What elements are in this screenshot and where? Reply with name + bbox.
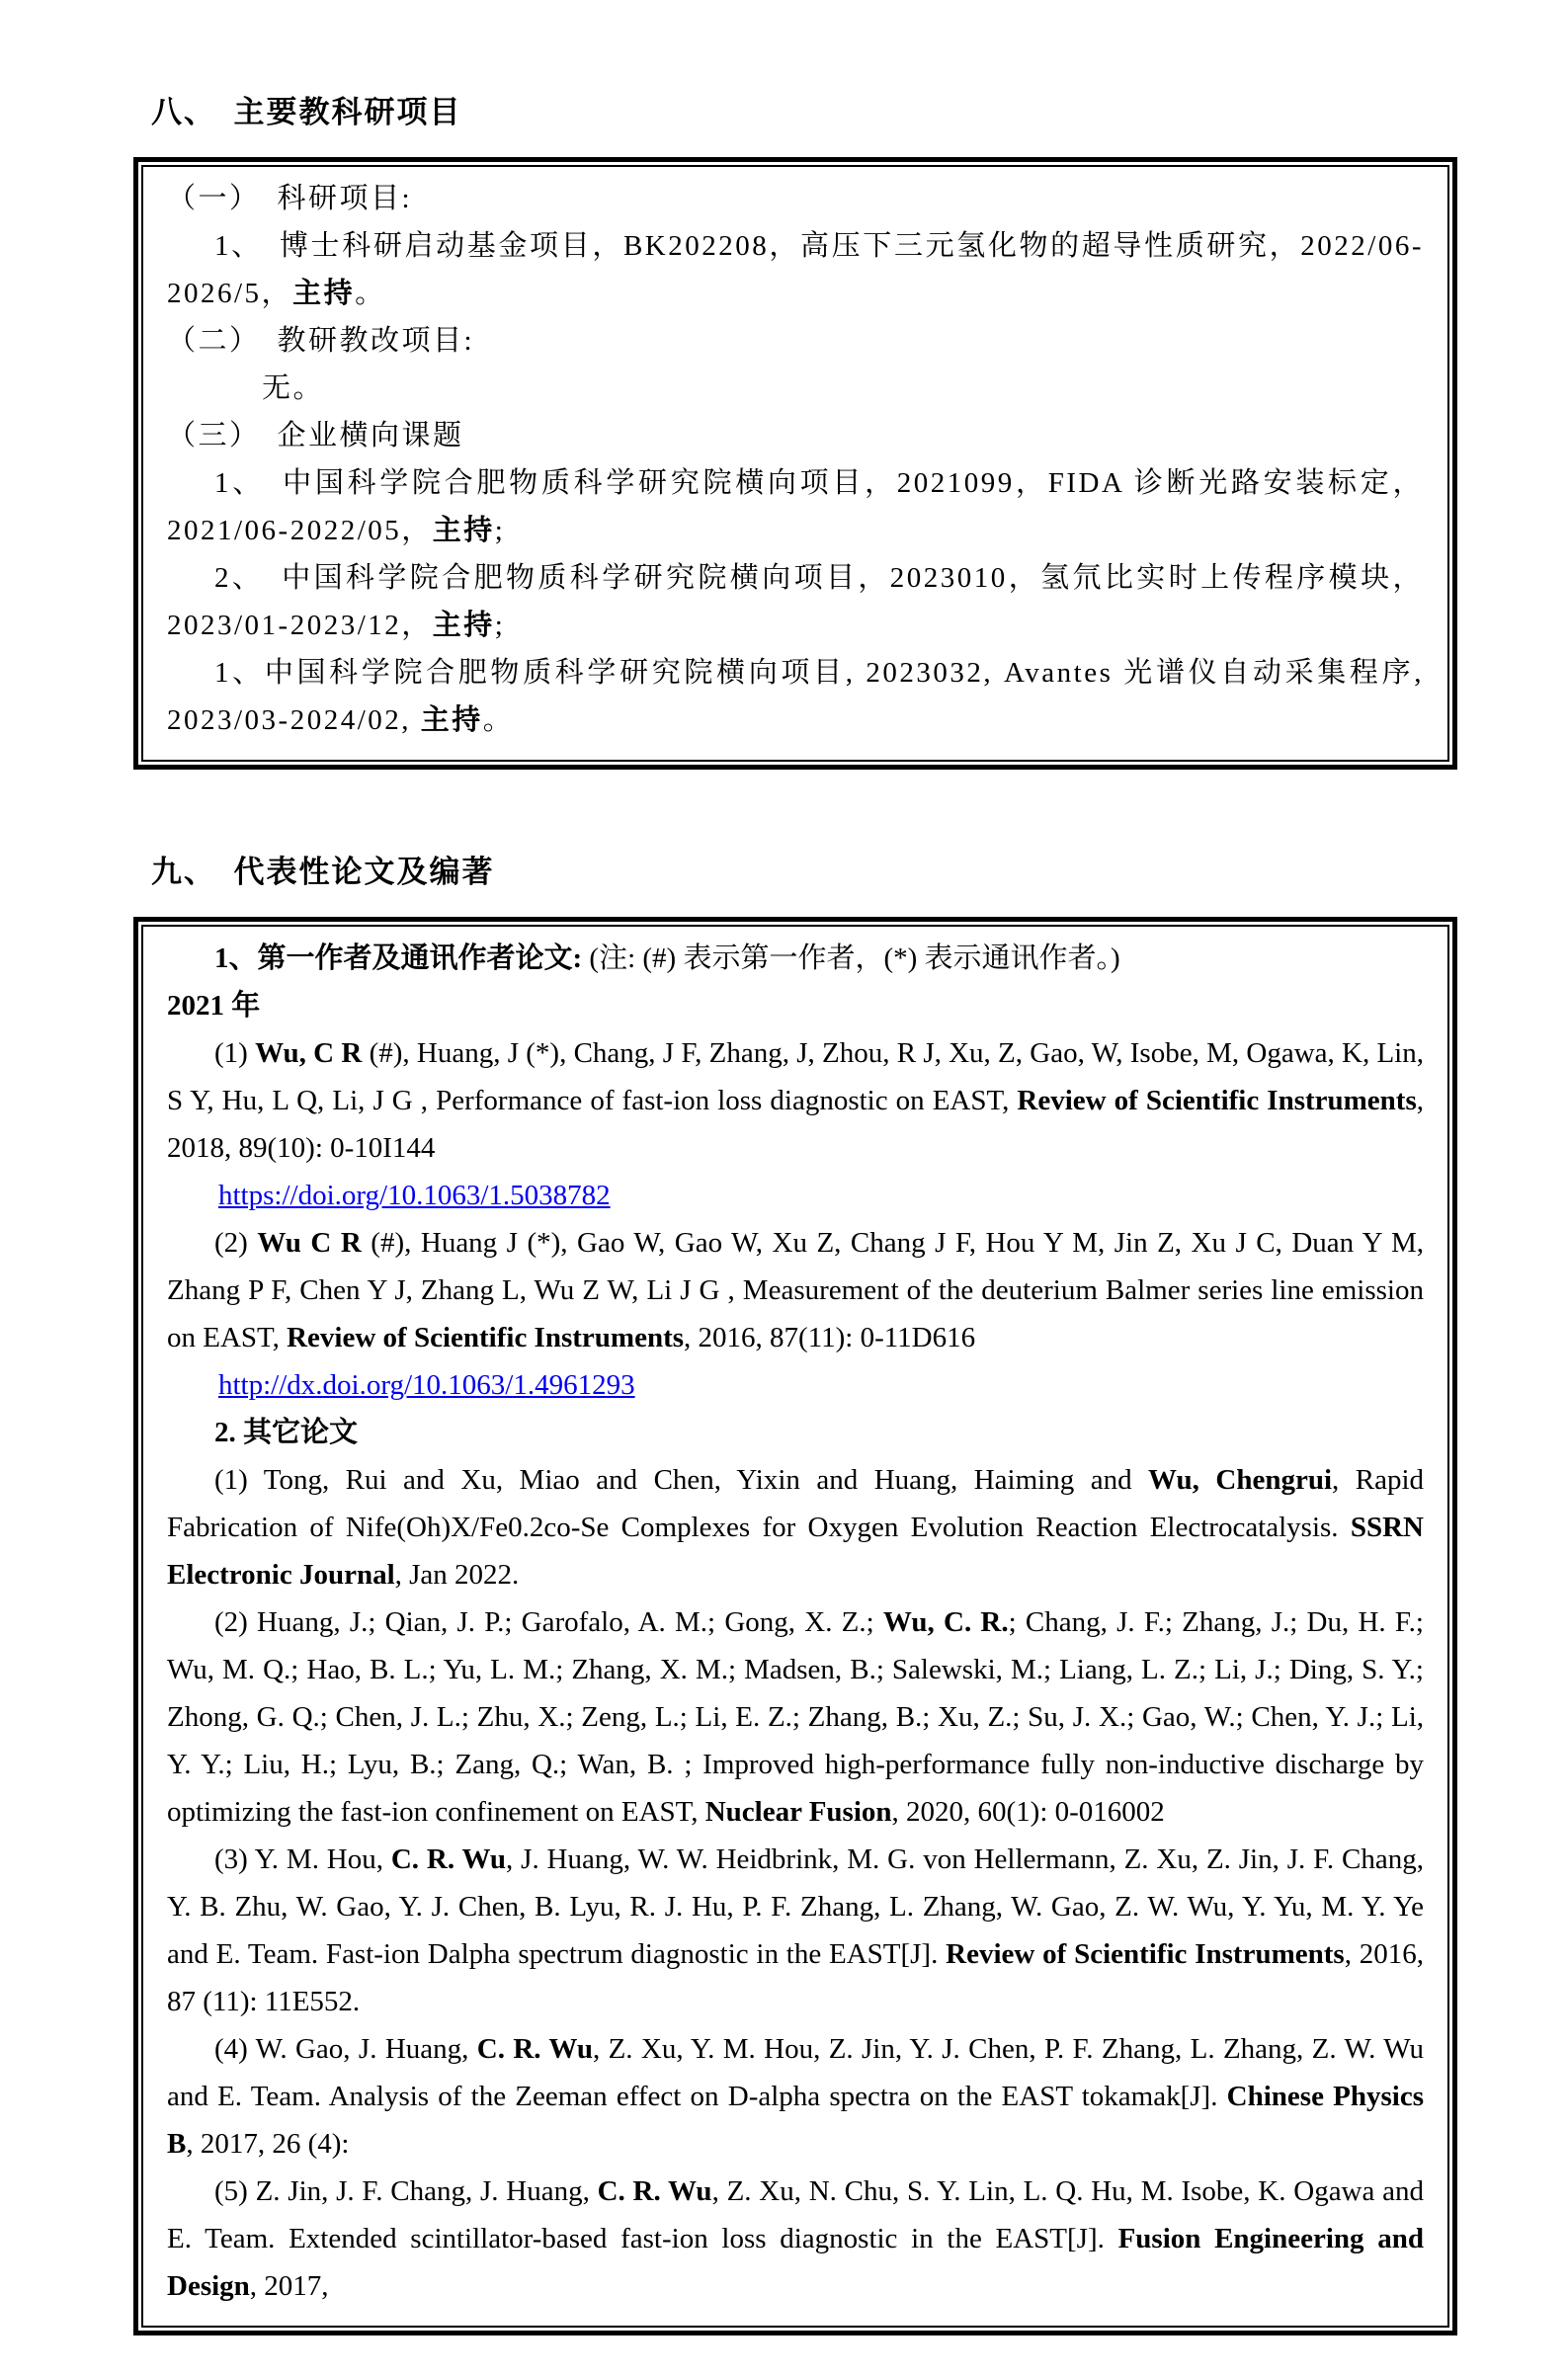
text-run: , 2016, 87(11): 0-11D616 [684,1322,976,1353]
bold-text-run: Fusion Engineering and Design [167,2223,1424,2302]
bold-text-run: Review of Scientific Instruments [287,1322,685,1353]
text-run: 2、 中国科学院合肥物质科学研究院横向项目，2023010，氢氘比实时上传程序模块，2023/01-2023/12， [167,562,1424,641]
text-run: , Jan 2022. [394,1559,520,1591]
projects-research-item-1 [167,222,1424,317]
pubs-other-ref-3 [167,1836,1424,2025]
text-run: 1、中国科学院合肥物质科学研究院横向项目, 2023032, Avantes 光谱仪自动采集程序, 2023/03-2024/02, [167,657,1424,736]
projects-enterprise-item-3 [167,649,1424,744]
bold-text-run: 2. 其它论文 [214,1417,359,1448]
projects-enterprise-item-2 [167,554,1424,649]
doi-link[interactable]: http://dx.doi.org/10.1063/1.4961293 [218,1369,635,1401]
section-projects [133,87,1457,770]
text-run: （一） 科研项目: [167,183,413,214]
pubs-other-ref-4 [167,2025,1424,2168]
text-run: 。 [355,278,386,309]
bold-text-run: Chinese Physics B [167,2081,1424,2160]
text-run: , Z. Xu, Y. M. Hou, Z. Jin, Y. J. Chen, P. F. Zhang, L. Zhang, Z. W. Wu and E. Team. Analysis of the Zeeman effect on D-alpha spectra on the EAST tokamak[J]. [167,2033,1424,2112]
bold-text-run: C. R. Wu [476,2033,593,2065]
pubs-first-author-ref-2 [167,1219,1424,1361]
text-run: (4) W. Gao, J. Huang, [214,2033,477,2065]
section-projects-title: 八、 主要教科研项目 [151,95,462,129]
bold-text-run: 主持 [432,610,495,641]
bold-text-run: Wu, Chengrui [1148,1464,1333,1496]
projects-box-border [133,157,1457,770]
publications-box-border [133,917,1457,2335]
publications-box-content [141,925,1449,2328]
text-run: 1、 博士科研启动基金项目，BK202208，高压下三元氢化物的超导性质研究，2022/06-2026/5， [167,230,1424,309]
text-run: (1) Tong, Rui and Xu, Miao and Chen, Yixin and Huang, Haiming and [214,1464,1149,1496]
text-run: , 2017, 26 (4): [186,2128,350,2160]
bold-text-run: 主持 [292,278,356,309]
text-run: , 2018, 89(10): 0-10I144 [167,1085,1424,1164]
projects-box-content [141,165,1449,762]
text-run: （三） 企业横向课题 [167,420,464,451]
projects-research-label [167,175,1424,222]
section-publications-title: 九、 代表性论文及编著 [151,855,495,889]
text-run: 1、 中国科学院合肥物质科学研究院横向项目，2021099，FIDA 诊断光路安装标定，2021/06-2022/05， [167,467,1424,546]
text-run: , 2016, 87 (11): 11E552. [167,1938,1424,2017]
bold-text-run: Wu, C. R. [882,1606,1009,1638]
projects-enterprise-item-1 [167,459,1424,554]
bold-text-run: SSRN Electronic Journal [167,1512,1424,1591]
projects-teaching-label [167,317,1424,365]
pubs-first-author-ref-1 [167,1029,1424,1172]
bold-text-run: 2021 年 [167,990,261,1022]
text-run: ; Chang, J. F.; Zhang, J.; Du, H. F.; Wu, M. Q.; Hao, B. L.; Yu, L. M.; Zhang, X. M.; Madsen, B.; Salewski, M.; Liang, L. Z.; Li, J.; Ding, S. Y.; Zhong, G. Q.; Chen, J. L.; Zhu, X.; Zeng, L.; Li, E. Z.; Zhang, B.; Xu, Z.; Su, J. X.; Gao, W.; Chen, Y. J.; Li, Y. Y.; Liu, H.; Lyu, B.; Zang, Q.; Wan, B. ; Improved high-performance fully non-inductive discharge by optimizing the fast-ion confinement on EAST, [167,1606,1424,1828]
bold-text-run: Wu, C R [255,1037,363,1069]
bold-text-run: Wu C R [257,1227,362,1259]
text-run: (2) [214,1227,258,1259]
pubs-other-ref-1 [167,1456,1424,1598]
text-run: 。 [482,704,515,736]
pubs-other-ref-2 [167,1598,1424,1836]
pubs-year-label [167,982,1424,1029]
projects-enterprise-label [167,412,1424,459]
text-run: , J. Huang, W. W. Heidbrink, M. G. von Hellermann, Z. Xu, Z. Jin, J. F. Chang, Y. B. Zhu, W. Gao, Y. J. Chen, B. Lyu, R. J. Hu, P. F. Zhang, L. Zhang, W. Gao, Z. W. Wu, Y. Yu, M. Y. Ye and E. Team. Fast-ion Dalpha spectrum diagnostic in the EAST[J]. [167,1843,1424,1970]
text-run: , Z. Xu, N. Chu, S. Y. Lin, L. Q. Hu, M. Isobe, K. Ogawa and E. Team. Extended scintillator-based fast-ion loss diagnostic in the EAST[J]. [167,2175,1425,2254]
pubs-doi-line-2 [167,1361,1424,1409]
text-run: (3) Y. M. Hou, [214,1843,391,1875]
text-run: ; [494,610,506,641]
text-run: (#), Huang J (*), Gao W, Gao W, Xu Z, Chang J F, Hou Y M, Jin Z, Xu J C, Duan Y M, Zhang P F, Chen Y J, Zhang L, Wu Z W, Li J G , Measurement of the deuterium Balmer series line emission on EAST, [167,1227,1424,1353]
bold-text-run: 主持 [432,515,495,546]
pubs-first-author-heading [167,935,1424,982]
pubs-other-heading [167,1409,1424,1456]
text-run: (2) Huang, J.; Qian, J. P.; Garofalo, A. M.; Gong, X. Z.; [214,1606,883,1638]
text-run: (注: (#) 表示第一作者，(*) 表示通讯作者。) [589,942,1120,974]
bold-text-run: Nuclear Fusion [704,1796,892,1828]
bold-text-run: Review of Scientific Instruments [946,1938,1345,1970]
text-run: （二） 教研教改项目: [167,325,475,357]
section-publications [133,847,1457,2335]
projects-teaching-none [167,365,1424,412]
text-run: , Rapid Fabrication of Nife(Oh)X/Fe0.2co-Se Complexes for Oxygen Evolution Reaction Electrocatalysis. [167,1464,1425,1543]
text-run: , 2017, [249,2270,329,2302]
bold-text-run: Review of Scientific Instruments [1017,1085,1417,1116]
text-run: (#), Huang, J (*), Chang, J F, Zhang, J, Zhou, R J, Xu, Z, Gao, W, Isobe, M, Ogawa, K, Lin, S Y, Hu, L Q, Li, J G , Performance of fast-ion loss diagnostic on EAST, [167,1037,1424,1116]
text-run: (5) Z. Jin, J. F. Chang, J. Huang, [214,2175,598,2207]
text-run: (1) [214,1037,256,1069]
doi-link[interactable]: https://doi.org/10.1063/1.5038782 [218,1180,611,1211]
pubs-doi-line-1 [167,1172,1424,1219]
bold-text-run: 主持 [420,704,483,736]
text-run: 无。 [262,372,325,404]
pubs-other-ref-5 [167,2168,1424,2310]
bold-text-run: 1、第一作者及通讯作者论文: [214,942,590,974]
bold-text-run: C. R. Wu [597,2175,712,2207]
text-run: , 2020, 60(1): 0-016002 [891,1796,1165,1828]
bold-text-run: C. R. Wu [390,1843,507,1875]
text-run: ; [494,515,506,546]
